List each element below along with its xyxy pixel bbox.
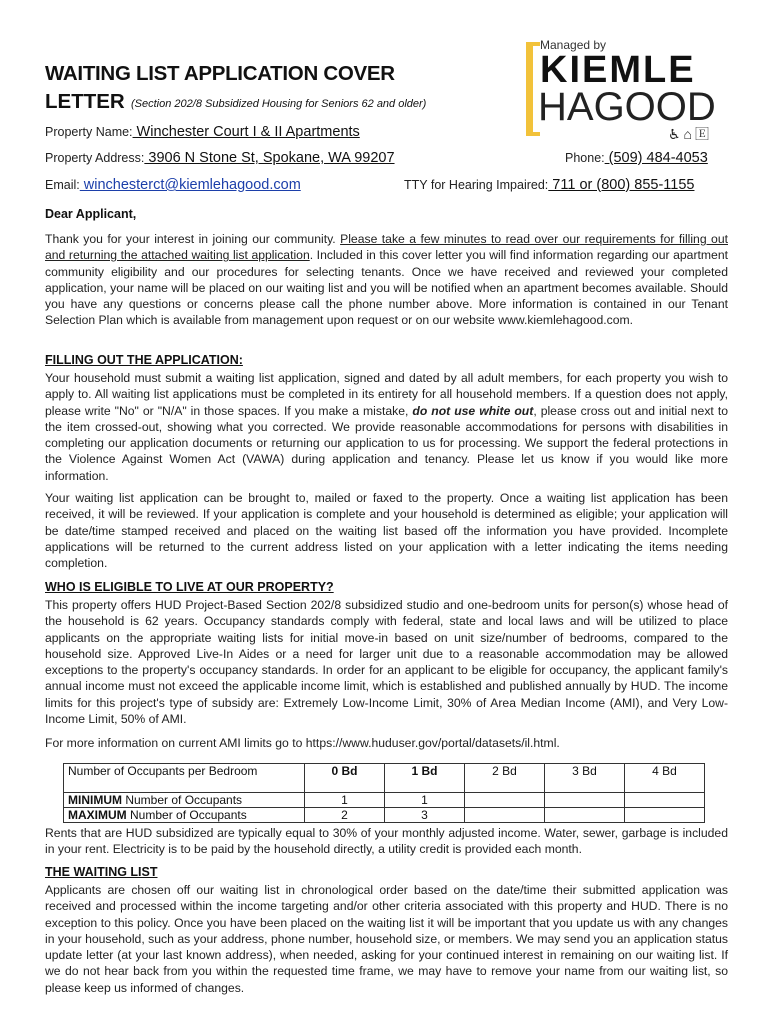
- eligibility-paragraph: This property offers HUD Project-Based Section 202/8 subsidized studio and one-bedroom units for person(s) whose head of the household is 62 years. Occupancy standards comply with federal, state and local laws and will be utilized to place applicants on the appropriate waiting lists for initial move-in based on unit size/number of bedrooms, compared to the household size. Approved Live-In Aides or a need for larger unit due to a reasonable accommodation may be allowed exceptions to the property's occupancy standards. In order for an applicant to be eligible for occupancy, the applicant family's annual income must not exceed the applicable income limit, which is established and published annually by HUD. The income limits for this project's type of subsidy are: Extremely Low-Income Limit, 30% of Area Median Income (AMI), and Very Low-Income Limit, 50% of AMI.: [45, 598, 728, 727]
- document-subtitle: (Section 202/8 Subsidized Housing for Seniors 62 and older): [131, 98, 427, 110]
- min-1bd: 1: [385, 793, 465, 808]
- maximum-label-rest: Number of Occupants: [126, 808, 247, 822]
- property-address-label: Property Address:: [45, 151, 145, 165]
- tty-field: [404, 177, 694, 193]
- intro-paragraph: [45, 231, 728, 329]
- max-4bd: [625, 808, 705, 823]
- filling-out-heading: FILLING OUT THE APPLICATION:: [45, 353, 243, 367]
- property-name-label: Property Name:: [45, 125, 133, 139]
- max-0bd: 2: [305, 808, 385, 823]
- email-field: [45, 177, 301, 193]
- min-0bd: 1: [305, 793, 385, 808]
- kiemle-hagood-logo: [526, 38, 726, 138]
- tty-value: 711 or (800) 855-1155: [548, 177, 695, 193]
- minimum-label-rest: Number of Occupants: [122, 793, 243, 807]
- phone-value: (509) 484-4053: [604, 150, 708, 166]
- minimum-label-bold: MINIMUM: [68, 793, 122, 807]
- property-name-value: Winchester Court I & II Apartments: [132, 124, 360, 140]
- property-address-field: [45, 150, 395, 166]
- logo-bracket-top: [526, 42, 540, 46]
- logo-managed-by: Managed by: [540, 38, 607, 52]
- waiting-list-paragraph: Applicants are chosen off our waiting list in chronological order based on the date/time their submitted application was received and processed within the income targeting and/or other criteria associated with this property and HUD. There is no exception to this policy. Once you have been placed on the waiting list it will be important that you update us with any changes in your household, such as your address, phone number, household size, or members. We may send you an application status update letter (at your last known address), when needed, asking for your continued interest in remaining on our waiting list. If we do not hear back from you within the requested time frame, we may have to remove your name from our waiting list, so please keep us informed of changes.: [45, 883, 728, 995]
- col-0bd: 0 Bd: [305, 764, 385, 793]
- col-1bd: 1 Bd: [385, 764, 465, 793]
- phone-field: [565, 150, 708, 166]
- max-1bd: 3: [385, 808, 465, 823]
- logo-bracket-bottom: [526, 132, 540, 136]
- email-label: Email:: [45, 178, 80, 192]
- min-3bd: [545, 793, 625, 808]
- intro-start: Thank you for your interest in joining our community.: [45, 232, 341, 246]
- logo-line1: KIEMLE: [540, 49, 696, 91]
- intro-underlined: Please take a few minutes to read over our requirements for filling out and returning the attached waiting list application: [45, 232, 728, 263]
- col-4bd: 4 Bd: [625, 764, 705, 793]
- document-title: WAITING LIST APPLICATION COVER: [45, 62, 395, 85]
- minimum-row: [64, 793, 705, 808]
- occupancy-table: [63, 763, 705, 823]
- ami-info-paragraph: For more information on current AMI limits go to https://www.huduser.gov/portal/datasets/il.html.: [45, 736, 560, 750]
- filling-out-paragraph-2: Your waiting list application can be brought to, mailed or faxed to the property. Once a waiting list application has been received, it will be reviewed. If your application is complete and your household is determined as eligible; your application will be date/time stamped received and placed on the waiting list based off the information you have provided. Incomplete applications will be returned to the current address listed on your application with a letter indicating the items needing completion.: [45, 491, 728, 571]
- filling-p1-rest: , please cross out and initial next to the item crossed-out, showing what you corrected. We provide reasonable accommodations for persons with disabilities in completing our application documents or returning our application to us for processing. We support the federal protections in the Violence Against Women Act (VAWA) during application and tenancy. Please let us know if you would like more information.: [45, 403, 728, 483]
- col-3bd: 3 Bd: [545, 764, 625, 793]
- min-4bd: [625, 793, 705, 808]
- waiting-list-heading: THE WAITING LIST: [45, 865, 158, 879]
- minimum-label: [64, 793, 305, 808]
- logo-line2: HAGOOD: [538, 85, 716, 129]
- accessibility-housing-icons: ♿⌂🄴: [668, 126, 713, 142]
- property-address-value: 3906 N Stone St, Spokane, WA 99207: [144, 150, 395, 166]
- email-link[interactable]: winchesterct@kiemlehagood.com: [79, 177, 301, 193]
- min-2bd: [465, 793, 545, 808]
- phone-label: Phone:: [565, 151, 605, 165]
- occupancy-header-row: [64, 764, 705, 793]
- tty-label: TTY for Hearing Impaired:: [404, 178, 549, 192]
- max-3bd: [545, 808, 625, 823]
- rents-paragraph: Rents that are HUD subsidized are typically equal to 30% of your monthly adjusted income. Water, sewer, garbage is included in your rent. Electricity is to be paid by the household directly, a utility credit is provided each month.: [45, 826, 728, 857]
- greeting: Dear Applicant,: [45, 207, 137, 221]
- eligibility-heading: WHO IS ELIGIBLE TO LIVE AT OUR PROPERTY?: [45, 580, 334, 594]
- filling-p1-start: Your household must submit a waiting list application, signed and dated by all adult members, for each property you wish to apply to. All waiting list applications must be completed in its entirety for all household members. If a question does not apply, please write "No" or "N/A" in those spaces. If you make a mistake,: [45, 371, 728, 418]
- filling-p1-emphasis: do not use white out: [412, 403, 534, 418]
- maximum-row: [64, 808, 705, 823]
- max-2bd: [465, 808, 545, 823]
- maximum-label-bold: MAXIMUM: [68, 808, 127, 822]
- intro-rest: . Included in this cover letter you will find information regarding our apartment community eligibility and our procedures for selecting tenants. Once we have received and reviewed your completed application, your name will be placed on our waiting list and you will be notified when an apartment becomes available. Should you have any questions or concerns please call the phone number above. More information is contained in our Tenant Selection Plan which is available from management upon request or on our website www.kiemlehagood.com.: [45, 248, 728, 328]
- maximum-label: [64, 808, 305, 823]
- filling-out-paragraph-1: [45, 370, 728, 484]
- occupancy-header-label: Number of Occupants per Bedroom: [64, 764, 305, 793]
- logo-bracket: [526, 42, 533, 136]
- document-title-line2: LETTER: [45, 90, 125, 113]
- property-name-field: [45, 124, 360, 140]
- col-2bd: 2 Bd: [465, 764, 545, 793]
